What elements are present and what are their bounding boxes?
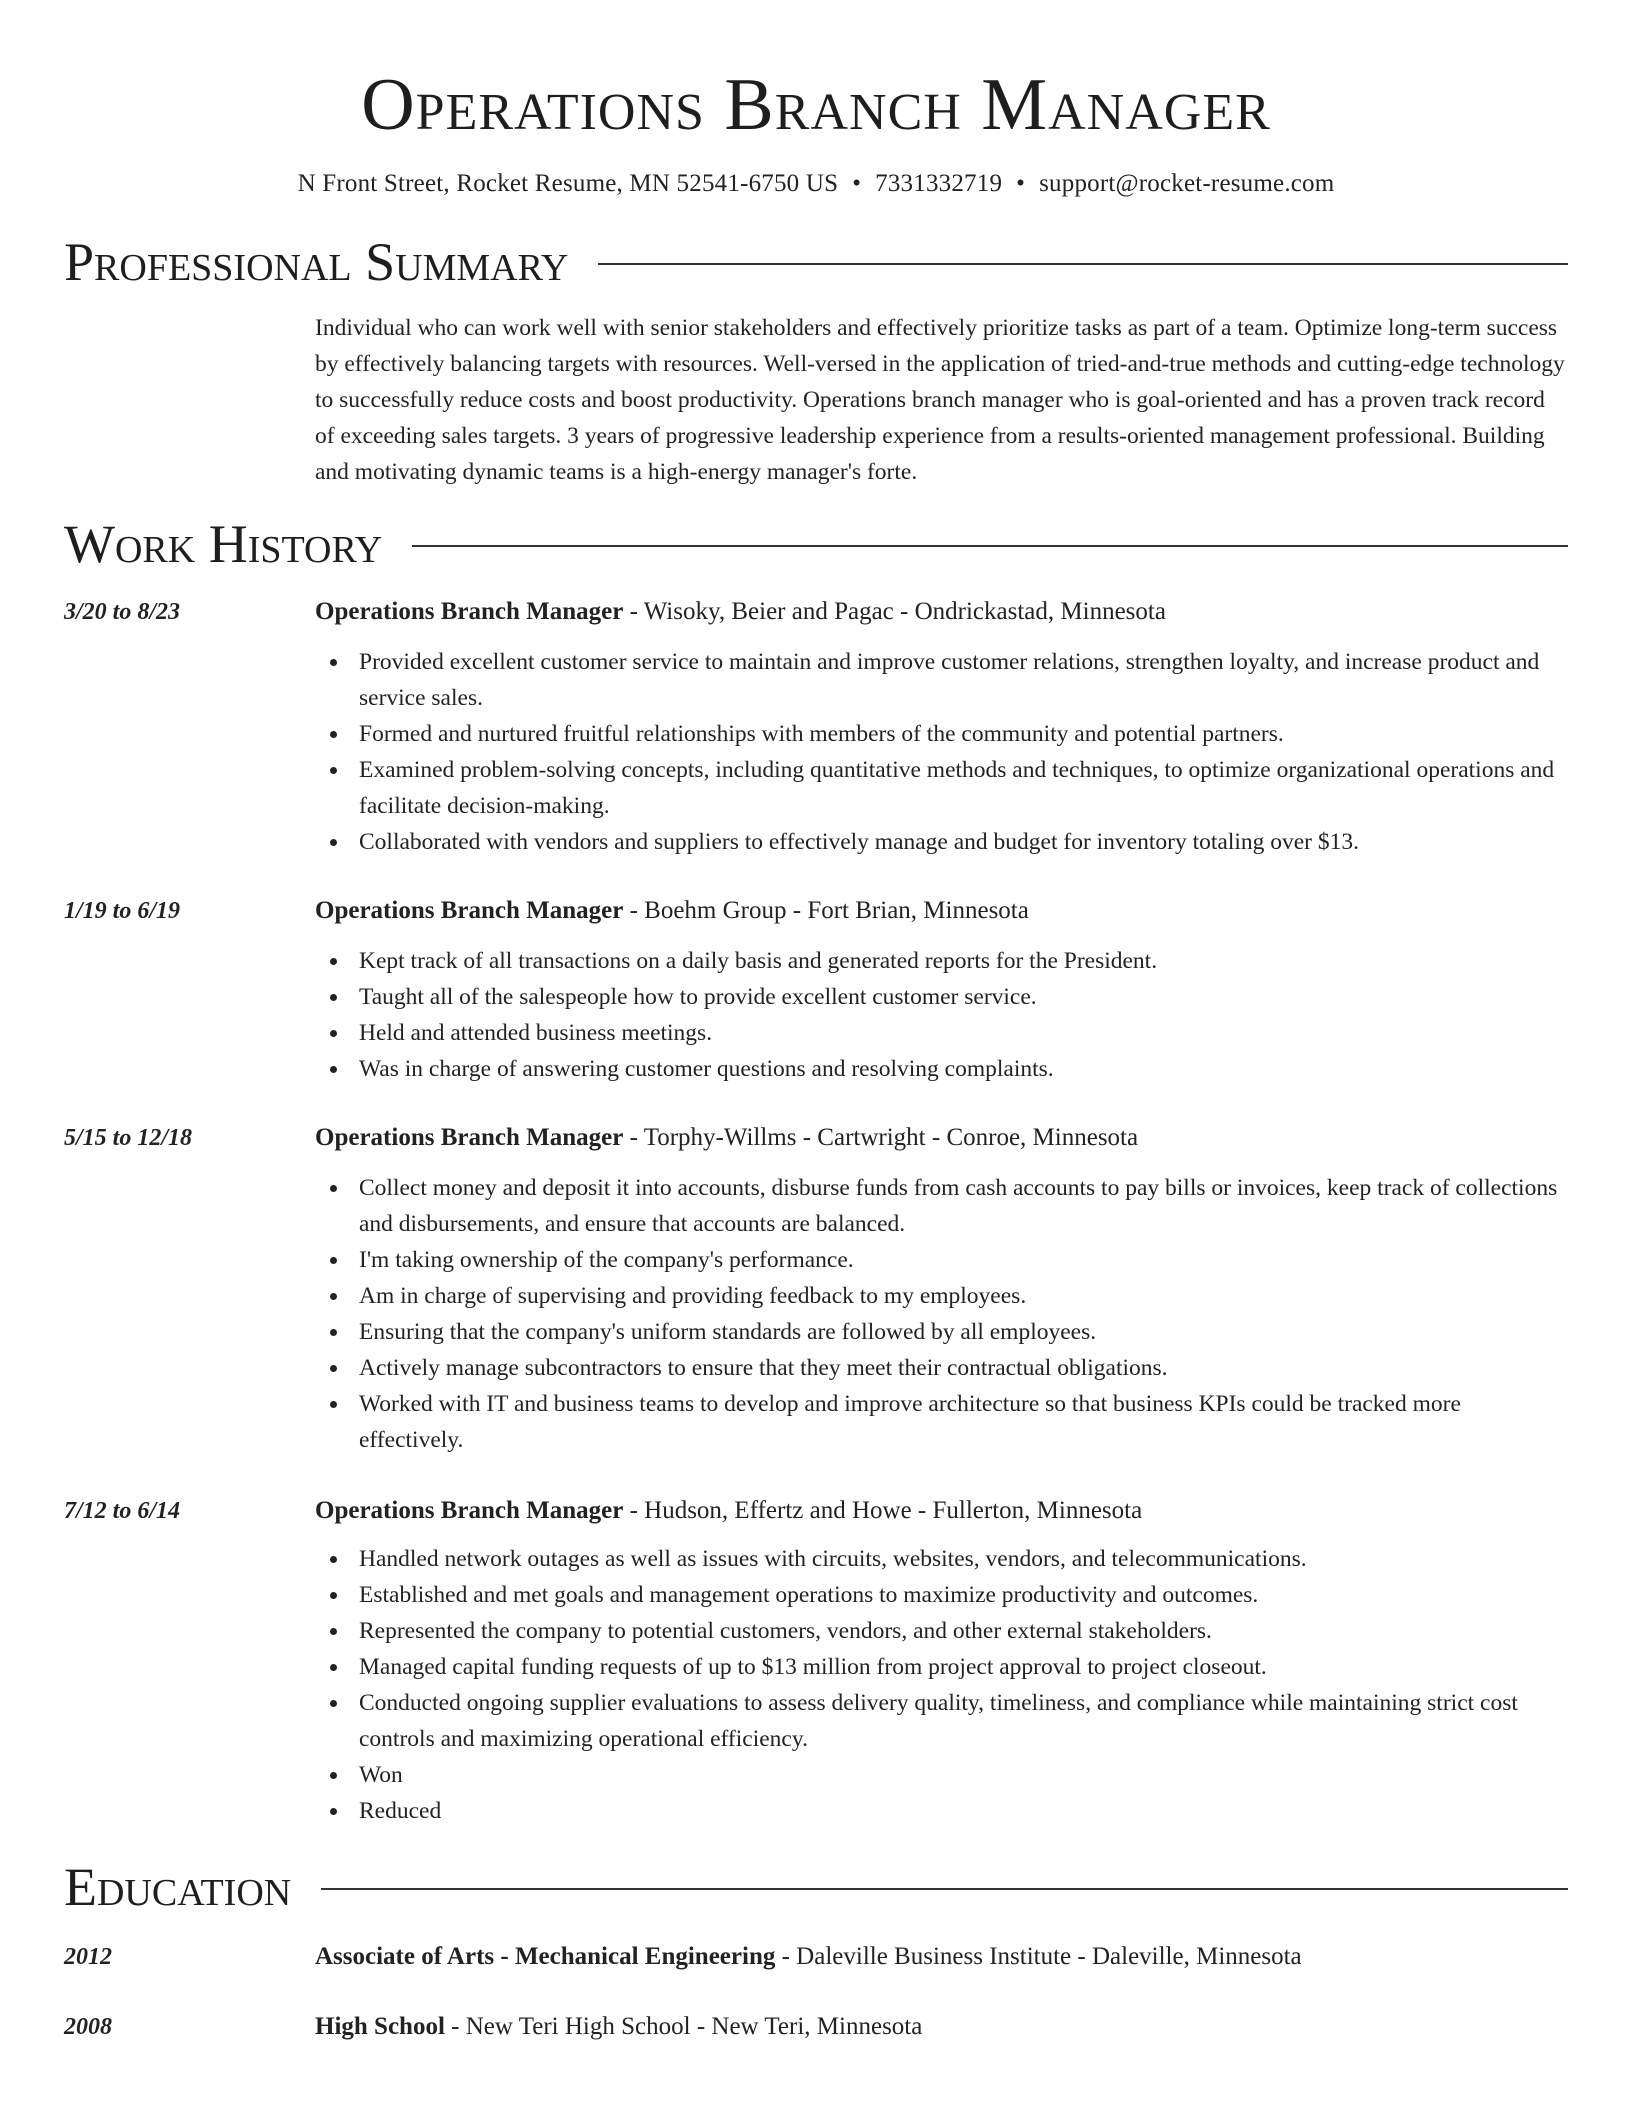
work-history-heading: Work History bbox=[64, 514, 383, 574]
education-degree: High School bbox=[315, 2013, 445, 2040]
job-headline bbox=[315, 1120, 1568, 1156]
job-bullet: Provided excellent customer service to maintain and improve customer relations, strengthen loyalty, and increase product and service sales. bbox=[315, 644, 1568, 716]
job-entry bbox=[64, 1120, 1568, 1458]
education-school: - Daleville Business Institute - Daleville, Minnesota bbox=[775, 1943, 1302, 1970]
job-bullet: Conducted ongoing supplier evaluations to assess delivery quality, timeliness, and compliance while maintaining strict cost controls and maximizing operational efficiency. bbox=[315, 1685, 1568, 1757]
job-bullet: I'm taking ownership of the company's performance. bbox=[315, 1242, 1568, 1278]
contact-line bbox=[64, 168, 1568, 200]
job-bullet: Kept track of all transactions on a daily basis and generated reports for the President. bbox=[315, 943, 1568, 979]
education-heading: Education bbox=[64, 1857, 292, 1917]
job-bullet: Handled network outages as well as issues with circuits, websites, vendors, and telecommunications. bbox=[315, 1541, 1568, 1577]
job-title: Operations Branch Manager bbox=[315, 598, 624, 625]
job-body bbox=[315, 1120, 1568, 1458]
job-bullet: Am in charge of supervising and providing feedback to my employees. bbox=[315, 1278, 1568, 1314]
job-entry bbox=[64, 1493, 1568, 1829]
resume-title: Operations Branch Manager bbox=[361, 64, 1271, 146]
section-divider bbox=[321, 1888, 1568, 1890]
education-body bbox=[315, 2009, 1568, 2045]
job-bullets bbox=[315, 943, 1568, 1087]
contact-email: support@rocket-resume.com bbox=[1039, 170, 1335, 197]
job-headline bbox=[315, 1493, 1568, 1529]
education-headline bbox=[315, 1939, 1568, 1975]
job-bullet: Formed and nurtured fruitful relationships with members of the community and potential partners. bbox=[315, 716, 1568, 752]
job-bullet: Won bbox=[315, 1757, 1568, 1793]
job-bullets bbox=[315, 1541, 1568, 1829]
job-title: Operations Branch Manager bbox=[315, 1497, 624, 1524]
job-entry bbox=[64, 893, 1568, 1087]
job-bullets bbox=[315, 1170, 1568, 1458]
job-headline bbox=[315, 594, 1568, 630]
job-dates: 3/20 to 8/23 bbox=[64, 599, 181, 625]
job-bullet: Represented the company to potential customers, vendors, and other external stakeholders. bbox=[315, 1613, 1568, 1649]
job-employer: - Hudson, Effertz and Howe - Fullerton, Minnesota bbox=[623, 1497, 1143, 1524]
job-bullet: Actively manage subcontractors to ensure that they meet their contractual obligations. bbox=[315, 1350, 1568, 1386]
job-employer: - Torphy-Willms - Cartwright - Conroe, Minnesota bbox=[623, 1124, 1139, 1151]
job-bullet: Was in charge of answering customer questions and resolving complaints. bbox=[315, 1051, 1568, 1087]
job-body bbox=[315, 1493, 1568, 1829]
job-bullets bbox=[315, 644, 1568, 860]
job-body bbox=[315, 594, 1568, 860]
job-employer: - Wisoky, Beier and Pagac - Ondrickastad, Minnesota bbox=[623, 598, 1166, 625]
contact-separator: • bbox=[852, 170, 862, 197]
job-title: Operations Branch Manager bbox=[315, 897, 624, 924]
job-bullet: Taught all of the salespeople how to provide excellent customer service. bbox=[315, 979, 1568, 1015]
job-bullet: Ensuring that the company's uniform standards are followed by all employees. bbox=[315, 1314, 1568, 1350]
education-school: - New Teri High School - New Teri, Minnesota bbox=[444, 2013, 923, 2040]
summary-section-header bbox=[64, 232, 1568, 292]
job-title: Operations Branch Manager bbox=[315, 1124, 624, 1151]
job-bullet: Held and attended business meetings. bbox=[315, 1015, 1568, 1051]
work-history-section-header bbox=[64, 514, 1568, 574]
job-body bbox=[315, 893, 1568, 1087]
section-divider bbox=[412, 545, 1568, 547]
job-headline bbox=[315, 893, 1568, 929]
education-entry bbox=[64, 2009, 1568, 2045]
job-bullet: Managed capital funding requests of up to $13 million from project approval to project closeout. bbox=[315, 1649, 1568, 1685]
job-employer: - Boehm Group - Fort Brian, Minnesota bbox=[623, 897, 1029, 924]
job-dates: 7/12 to 6/14 bbox=[64, 1498, 181, 1524]
job-bullet: Established and met goals and management operations to maximize productivity and outcomes. bbox=[315, 1577, 1568, 1613]
job-bullet: Reduced bbox=[315, 1793, 1568, 1829]
job-dates: 1/19 to 6/19 bbox=[64, 898, 181, 924]
education-headline bbox=[315, 2009, 1568, 2045]
job-entry bbox=[64, 594, 1568, 860]
education-year: 2012 bbox=[64, 1944, 112, 1970]
education-section-header bbox=[64, 1857, 1568, 1917]
job-bullet: Examined problem-solving concepts, including quantitative methods and techniques, to optimize organizational operations and facilitate decision-making. bbox=[315, 752, 1568, 824]
contact-phone: 7331332719 bbox=[875, 170, 1003, 197]
section-divider bbox=[598, 263, 1568, 265]
education-year: 2008 bbox=[64, 2014, 112, 2040]
education-body bbox=[315, 1939, 1568, 1975]
education-entry bbox=[64, 1939, 1568, 1975]
job-bullet: Worked with IT and business teams to develop and improve architecture so that business KPIs could be tracked more effectively. bbox=[315, 1386, 1568, 1458]
job-bullet: Collect money and deposit it into accounts, disburse funds from cash accounts to pay bills or invoices, keep track of collections and disbursements, and ensure that accounts are balanced. bbox=[315, 1170, 1568, 1242]
contact-address: N Front Street, Rocket Resume, MN 52541-6750 US bbox=[297, 170, 839, 197]
summary-heading: Professional Summary bbox=[64, 232, 569, 292]
job-bullet: Collaborated with vendors and suppliers to effectively manage and budget for inventory totaling over $13. bbox=[315, 824, 1568, 860]
resume-page bbox=[64, 0, 1568, 2045]
contact-separator: • bbox=[1016, 170, 1026, 197]
summary-text: Individual who can work well with senior stakeholders and effectively prioritize tasks as part of a team. Optimize long-term success by effectively balancing targets with resources. Well-versed in the application of tried-and-true methods and cutting-edge technology to successfully reduce costs and boost productivity. Operations branch manager who is goal-oriented and has a proven track record of exceeding sales targets. 3 years of progressive leadership experience from a results-oriented management professional. Building and motivating dynamic teams is a high-energy manager's forte. bbox=[315, 315, 1565, 485]
education-degree: Associate of Arts - Mechanical Engineering bbox=[315, 1943, 776, 1970]
job-dates: 5/15 to 12/18 bbox=[64, 1125, 193, 1151]
